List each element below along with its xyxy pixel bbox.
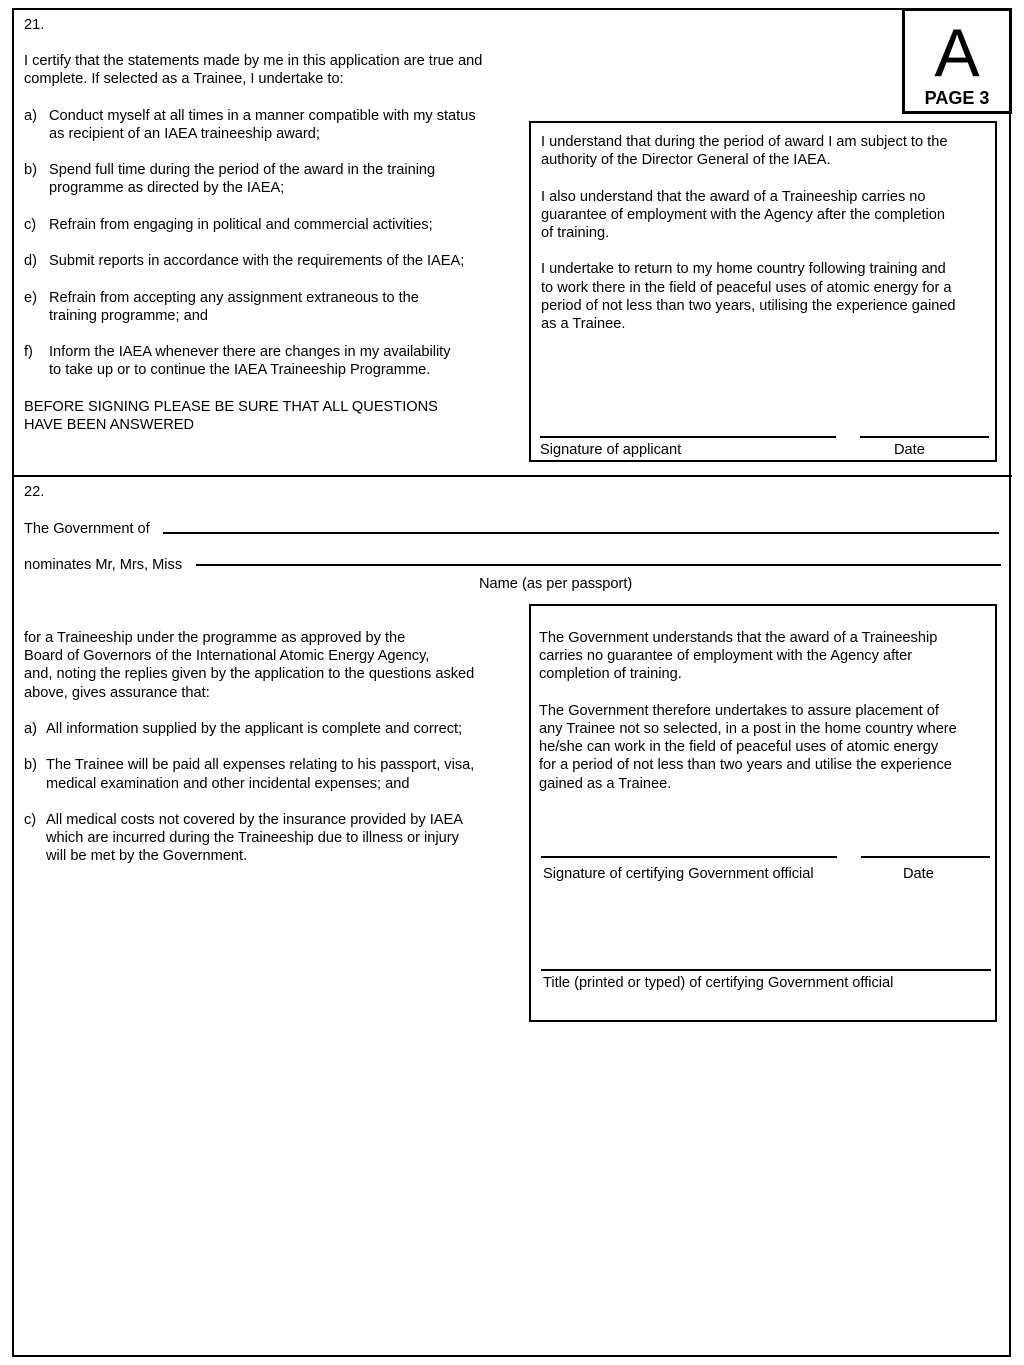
applicant-signature-label: Signature of applicant (540, 442, 682, 458)
official-title-line[interactable] (541, 969, 991, 971)
undertaking-e: e) Refrain from accepting any assignment extraneous to the training programme; and (24, 289, 419, 324)
page-number: PAGE 3 (924, 88, 990, 108)
government-of-label: The Government of (24, 521, 150, 537)
section-21-body (24, 52, 524, 434)
section-22-body: for a Traineeship under the programme as approved by the Board of Governors of the International Atomic Energy Agency, and, noting the replies given by the application to the questions asked above, gives assurance that: a) All information supplied by the applicant is complete and correct; b) The Trainee will be paid all expenses relating to his passport, visa, medical examination and other incidental expenses; and c) All medical costs not covered by the insurance provided by IAEA which are incurred during the Traineeship due to illness or injury will be met by the Government. (24, 629, 524, 866)
official-title-label: Title (printed or typed) of certifying Government official (543, 975, 894, 991)
applicant-signature-line[interactable] (540, 436, 836, 438)
government-declaration-box (529, 604, 997, 1022)
nominates-label: nominates Mr, Mrs, Miss (24, 557, 183, 573)
assurance-b: b) The Trainee will be paid all expenses relating to his passport, visa, medical examination and other incidental expenses; and (24, 757, 475, 792)
section-21-number: 21. (24, 17, 45, 33)
official-signature-line[interactable] (541, 856, 837, 858)
official-date-line[interactable] (861, 856, 990, 858)
annex-letter: A (934, 15, 980, 91)
nominee-name-line[interactable] (196, 564, 1001, 566)
official-date-label: Date (903, 866, 934, 882)
warning-line-1: BEFORE SIGNING PLEASE BE SURE THAT ALL QUESTIONS (24, 398, 438, 415)
undertaking-c: c) Refrain from engaging in political and commercial activities; (24, 216, 433, 233)
name-caption: Name (as per passport) (479, 576, 633, 592)
undertaking-b: b) Spend full time during the period of the award in the training programme as directed by the IAEA; (24, 162, 436, 197)
applicant-declaration-text: I understand that during the period of award I am subject to the authority of the Director General of the IAEA. I also understand that the award of a Traineeship carries no guarantee of employment with the Agency after the completion of training. I undertake to return to my home country following training and to work there in the field of peaceful uses of atomic energy for a period of not less than two years, utilising the experience gained as a Trainee. (541, 134, 956, 332)
undertaking-d: d) Submit reports in accordance with the requirements of the IAEA; (24, 253, 465, 270)
page-label-box (902, 8, 1012, 114)
certify-line-2: complete. If selected as a Trainee, I undertake to: (24, 71, 344, 88)
applicant-date-line[interactable] (860, 436, 989, 438)
official-signature-label: Signature of certifying Government official (543, 866, 814, 882)
warning-line-2: HAVE BEEN ANSWERED (24, 416, 195, 433)
section-22-number: 22. (24, 484, 45, 500)
section-divider (12, 475, 1012, 477)
government-name-line[interactable] (163, 532, 999, 534)
undertaking-a: a) Conduct myself at all times in a manner compatible with my status as recipient of an IAEA traineeship award; (24, 107, 476, 142)
government-declaration-text: The Government understands that the award of a Traineeship carries no guarantee of employment with the Agency after completion of training. The Government therefore undertakes to assure placement of any Trainee not so selected, in a post in the home country where he/she can work in the field of peaceful uses of atomic energy for a period of not less than two years and utilise the experience gained as a Trainee. (539, 630, 957, 792)
applicant-declaration-box (529, 121, 997, 462)
assurance-a: a) All information supplied by the applicant is complete and correct; (24, 721, 463, 737)
applicant-date-label: Date (894, 442, 925, 458)
certify-line-1: I certify that the statements made by me in this application are true and (24, 53, 483, 69)
undertaking-f: f) Inform the IAEA whenever there are changes in my availability to take up or to continue the IAEA Traineeship Programme. (24, 344, 451, 379)
assurance-c: c) All medical costs not covered by the insurance provided by IAEA which are incurred during the Traineeship due to illness or injury will be met by the Government. (24, 811, 463, 865)
